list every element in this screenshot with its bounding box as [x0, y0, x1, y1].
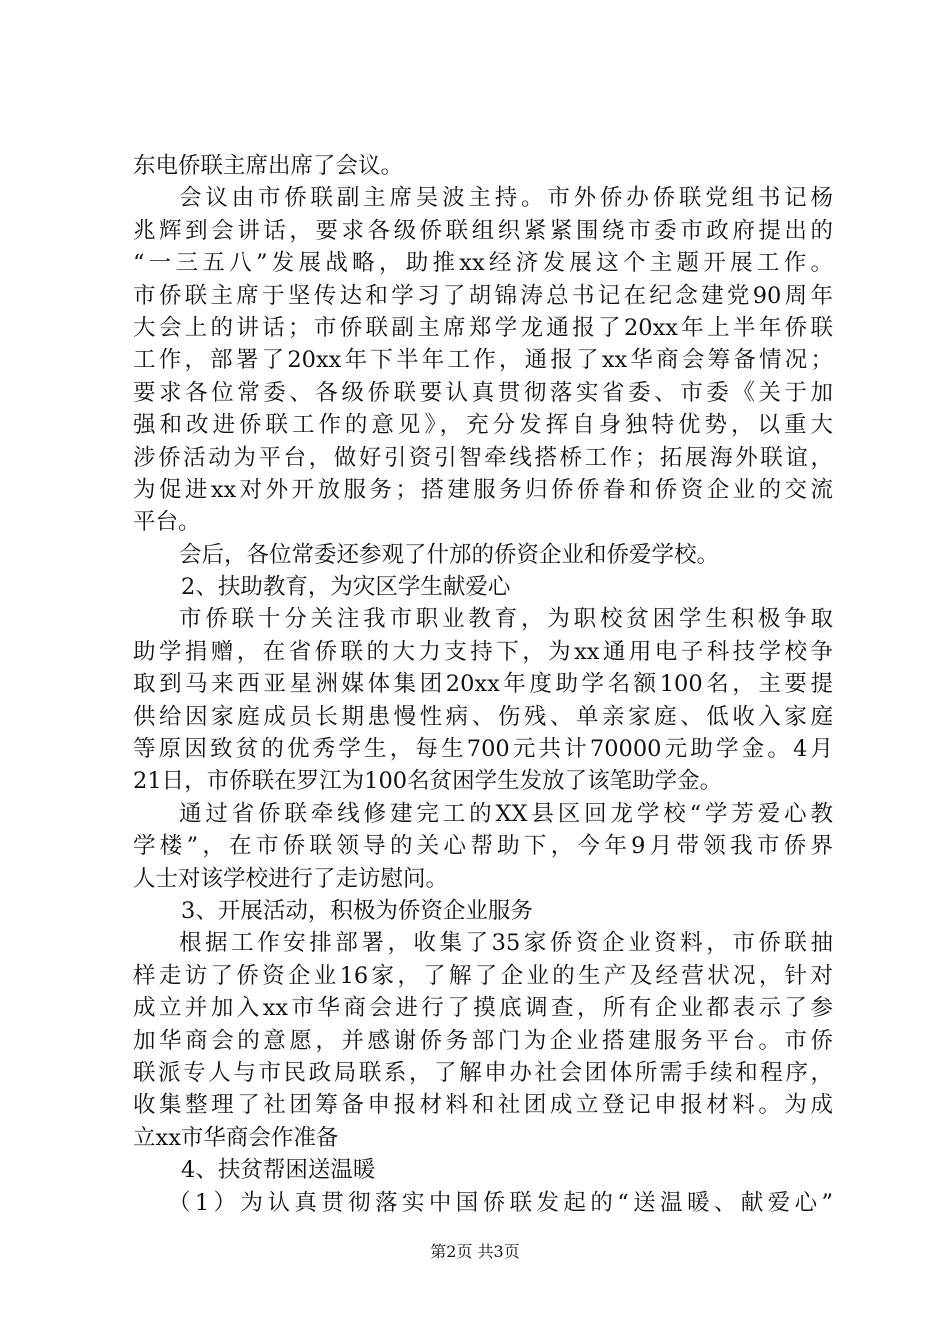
text-line: 通过省侨联牵线修建完工的XX县区回龙学校“学芳爱心教: [179, 800, 833, 827]
text-line: 大会上的讲话；市侨联副主席郑学龙通报了20xx年上半年侨联: [133, 314, 833, 341]
text-line: 为促进xx对外开放服务；搭建服务归侨侨眷和侨资企业的交流: [133, 476, 833, 503]
text-line: 供给因家庭成员长期患慢性病、伤残、单亲家庭、低收入家庭: [133, 703, 833, 730]
section-heading: 2、扶助教育，为灾区学生献爱心: [181, 574, 511, 601]
text-line: 根据工作安排部署，收集了35家侨资企业资料，市侨联抽: [179, 930, 833, 957]
text-line: 会后，各位常委还参观了什邡的侨资企业和侨爱学校。: [179, 541, 720, 568]
text-line: 强和改进侨联工作的意见》，充分发挥自身独特优势，以重大: [133, 412, 833, 439]
text-line: 东电侨联主席出席了会议。: [133, 153, 404, 179]
text-line: 学楼”，在市侨联领导的关心帮助下，今年9月带领我市侨界: [133, 833, 833, 860]
text-line: 助学捐赠，在省侨联的大力支持下，为xx通用电子科技学校争: [133, 638, 833, 665]
text-line: 样走访了侨资企业16家，了解了企业的生产及经营状况，针对: [133, 962, 833, 989]
text-line: 取到马来西亚星洲媒体集团20xx年度助学名额100名，主要提: [133, 671, 833, 698]
text-line: 工作，部署了20xx年下半年工作，通报了xx华商会筹备情况；: [133, 347, 833, 374]
page-footer: 第2页 共3页: [430, 1242, 520, 1261]
text-line: 等原因致贫的优秀学生，每生700元共计70000元助学金。4月: [133, 736, 833, 763]
text-line: “一三五八”发展战略，助推xx经济发展这个主题开展工作。: [133, 250, 833, 277]
text-line: 要求各位常委、各级侨联要认真贯彻落实省委、市委《关于加: [133, 379, 833, 406]
text-line: 成立并加入xx市华商会进行了摸底调查，所有企业都表示了参: [133, 995, 833, 1022]
text-line: 加华商会的意愿，并感谢侨务部门为企业搭建服务平台。市侨: [133, 1027, 833, 1054]
text-line: 平台。: [133, 509, 201, 536]
text-line: 会议由市侨联副主席吴波主持。市外侨办侨联党组书记杨: [179, 185, 833, 212]
text-line: 兆辉到会讲话，要求各级侨联组织紧紧围绕市委市政府提出的: [133, 217, 833, 244]
text-line: 市侨联十分关注我市职业教育，为职校贫困学生积极争取: [179, 606, 833, 633]
section-heading: 3、开展活动，积极为侨资企业服务: [181, 897, 533, 924]
text-line: 人士对该学校进行了走访慰问。: [133, 865, 449, 892]
text-line: 收集整理了社团筹备申报材料和社团成立登记申报材料。为成: [133, 1092, 833, 1119]
text-line: （1）为认真贯彻落实中国侨联发起的“送温暖、献爱心”: [168, 1189, 833, 1216]
text-line: 21日，市侨联在罗江为100名贫困学生发放了该笔助学金。: [133, 768, 723, 795]
text-line: 立xx市华商会作准备: [133, 1124, 339, 1151]
text-line: 涉侨活动为平台，做好引资引智牵线搭桥工作；拓展海外联谊，: [133, 444, 833, 471]
body-text: [133, 150, 833, 1219]
section-heading: 4、扶贫帮困送温暖: [181, 1157, 376, 1184]
text-line: 市侨联主席于坚传达和学习了胡锦涛总书记在纪念建党90周年: [133, 282, 833, 309]
text-line: 联派专人与市民政局联系，了解申办社会团体所需手续和程序，: [133, 1059, 833, 1086]
